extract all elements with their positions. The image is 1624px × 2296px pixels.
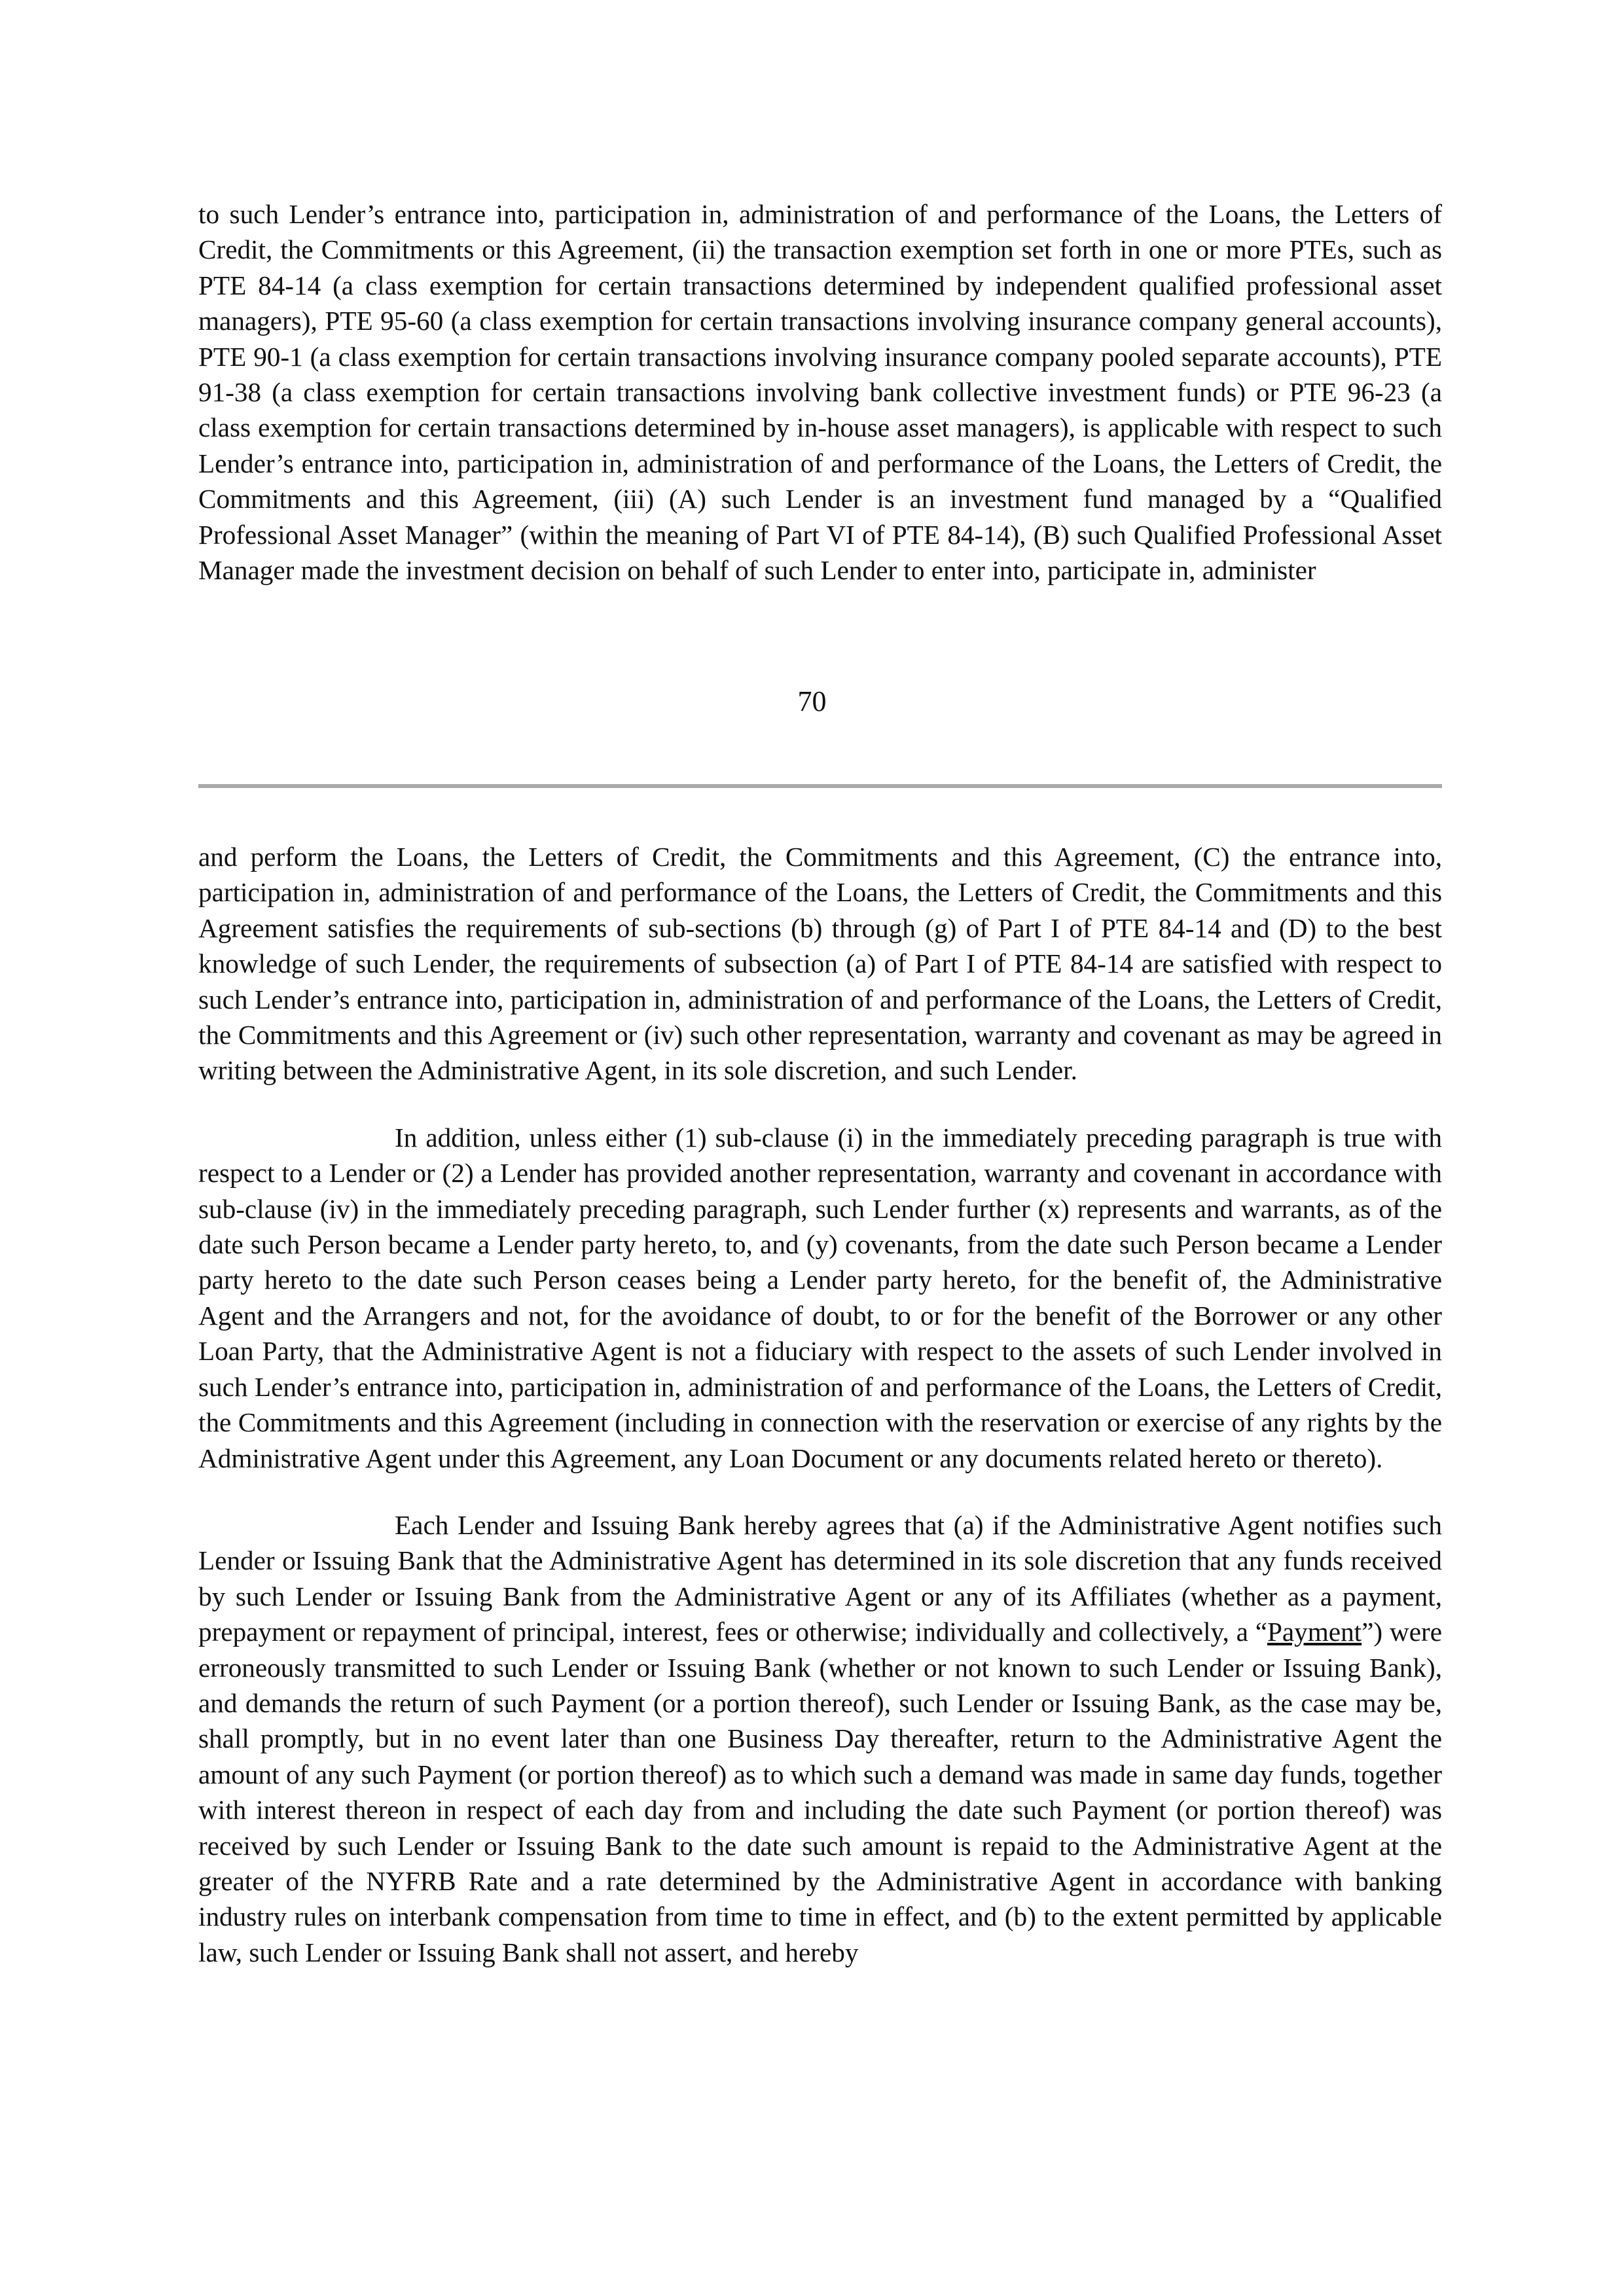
paragraph-text-before-term: Each Lender and Issuing Bank hereby agrees that (a) if the Administrative Agent notifies such Lender or Issuing Bank that the Administrative Agent has determined in its sole discretion that any funds received by such Lender or Issuing Bank from the Administrative Agent or any of its Affiliates (whether as a payment, prepayment or repayment of principal, interest, fees or otherwise; individually and collectively, a “: [198, 1509, 1442, 1647]
page-break-divider: [198, 784, 1442, 788]
page-top-section: [198, 196, 1442, 588]
page-number: 70: [797, 685, 827, 717]
page-bottom-section: [198, 839, 1442, 1970]
paragraph-in-addition: In addition, unless either (1) sub-clause (i) in the immediately preceding paragraph is true with respect to a Lender or (2) a Lender has provided another representation, warranty and covenant in accordance with sub-clause (iv) in the immediately preceding paragraph, such Lender further (x) represents and warrants, as of the date such Person became a Lender party hereto, to, and (y) covenants, from the date such Person became a Lender party hereto to the date such Person ceases being a Lender party hereto, for the benefit of, the Administrative Agent and the Arrangers and not, for the avoidance of doubt, to or for the benefit of the Borrower or any other Loan Party, that the Administrative Agent is not a fiduciary with respect to the assets of such Lender involved in such Lender’s entrance into, participation in, administration of and performance of the Loans, the Letters of Credit, the Commitments and this Agreement (including in connection with the reservation or exercise of any rights by the Administrative Agent under this Agreement, any Loan Document or any documents related hereto or thereto).: [198, 1122, 1442, 1473]
continuation-paragraph: to such Lender’s entrance into, participation in, administration of and performance of the Loans, the Letters of Credit, the Commitments or this Agreement, (ii) the transaction exemption set forth in one or more PTEs, such as PTE 84-14 (a class exemption for certain transactions determined by independent qualified professional asset managers), PTE 95-60 (a class exemption for certain transactions involving insurance company general accounts), PTE 90-1 (a class exemption for certain transactions involving insurance company pooled separate accounts), PTE 91-38 (a class exemption for certain transactions involving bank collective investment funds) or PTE 96-23 (a class exemption for certain transactions determined by in-house asset managers), is applicable with respect to such Lender’s entrance into, participation in, administration of and performance of the Loans, the Letters of Credit, the Commitments and this Agreement, (iii) (A) such Lender is an investment fund managed by a “Qualified Professional Asset Manager” (within the meaning of Part VI of PTE 84-14), (B) such Qualified Professional Asset Manager made the investment decision on behalf of such Lender to enter into, participate in, administer: [198, 199, 1442, 586]
defined-term-payment: Payment: [1267, 1617, 1362, 1647]
paragraph-text-after-term: ”) were erroneously transmitted to such Lender or Issuing Bank (whether or not known to such Lender or Issuing Bank), and demands the return of such Payment (or a portion thereof), such Lender or Issuing Bank, as the case may be, shall promptly, but in no event later than one Business Day thereafter, return to the Administrative Agent the amount of any such Payment (or portion thereof) as to which such a demand was made in same day funds, together with interest thereon in respect of each day from and including the date such Payment (or portion thereof) was received by such Lender or Issuing Bank to the date such amount is repaid to the Administrative Agent at the greater of the NYFRB Rate and a rate determined by the Administrative Agent in accordance with banking industry rules on interbank compensation from time to time in effect, and (b) to the extent permitted by applicable law, such Lender or Issuing Bank shall not assert, and hereby: [198, 1617, 1442, 1967]
paragraph-erroneous-payment: [198, 1507, 1442, 1970]
paragraph-continued: and perform the Loans, the Letters of Credit, the Commitments and this Agreement, (C) the entrance into, participation in, administration of and performance of the Loans, the Letters of Credit, the Commitments and this Agreement satisfies the requirements of sub-sections (b) through (g) of Part I of PTE 84-14 and (D) to the best knowledge of such Lender, the requirements of subsection (a) of Part I of PTE 84-14 are satisfied with respect to such Lender’s entrance into, participation in, administration of and performance of the Loans, the Letters of Credit, the Commitments and this Agreement or (iv) such other representation, warranty and covenant as may be agreed in writing between the Administrative Agent, in its sole discretion, and such Lender.: [198, 842, 1442, 1086]
